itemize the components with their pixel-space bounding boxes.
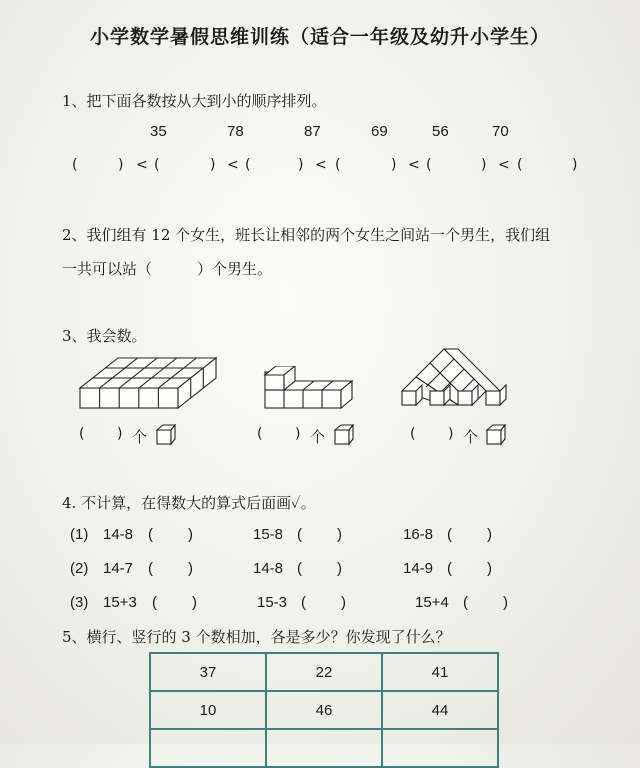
q1-paren-close: ) xyxy=(391,157,397,173)
q4-paren-close: ) xyxy=(192,594,197,611)
q1-paren-close: ) xyxy=(481,157,487,173)
q1-paren-close: ) xyxy=(298,157,304,173)
q4-paren-close: ) xyxy=(487,560,492,577)
q1-less-than: < xyxy=(408,157,420,173)
q4-row-label: (3) xyxy=(70,594,89,611)
q4-paren-close: ) xyxy=(337,526,342,543)
question-2-line-2: 一共可以站（ ）个男生。 xyxy=(62,260,273,278)
q4-expression: 15+3 xyxy=(103,594,137,611)
q1-paren-open: ( xyxy=(426,157,432,173)
table-row xyxy=(150,729,498,767)
table-row xyxy=(150,691,498,729)
q3-paren-open: ( xyxy=(410,426,416,442)
grid-cell: 22 xyxy=(266,653,382,691)
q3-paren-close: ) xyxy=(295,426,301,442)
grid-cell xyxy=(266,729,382,767)
q4-expression: 14-7 xyxy=(103,560,134,577)
q4-expression: 16-8 xyxy=(403,526,434,543)
unit-cube-icon xyxy=(333,424,355,446)
q4-row-label: (1) xyxy=(70,526,89,543)
q4-paren-open: ( xyxy=(447,526,452,543)
q4-expression: 15+4 xyxy=(415,594,449,611)
q1-number: 70 xyxy=(492,123,509,140)
q1-paren-open: ( xyxy=(72,157,78,173)
grid-cell xyxy=(382,729,498,767)
q1-paren-close: ) xyxy=(118,157,124,173)
q1-number: 35 xyxy=(150,123,167,140)
page-title: 小学数学暑假思维训练（适合一年级及幼升小学生） xyxy=(89,26,550,48)
grid-cell: 41 xyxy=(382,653,498,691)
q1-number: 69 xyxy=(371,123,388,140)
q4-paren-open: ( xyxy=(447,560,452,577)
q3-unit: 个 xyxy=(463,428,479,446)
q1-number: 87 xyxy=(304,123,321,140)
q4-paren-close: ) xyxy=(188,526,193,543)
grid-cell: 44 xyxy=(382,691,498,729)
q4-paren-close: ) xyxy=(487,526,492,543)
q3-unit: 个 xyxy=(132,428,148,446)
question-2-line-1: 2、我们组有 12 个女生，班长让相邻的两个女生之间站一个男生，我们组 xyxy=(62,226,551,244)
unit-cube-icon xyxy=(485,424,507,446)
q4-expression: 15-3 xyxy=(257,594,288,611)
q1-less-than: < xyxy=(315,157,327,173)
table-row xyxy=(150,653,498,691)
cube-slab-figure xyxy=(76,354,222,412)
q4-expression: 15-8 xyxy=(253,526,284,543)
q4-paren-open: ( xyxy=(148,526,153,543)
q1-paren-open: ( xyxy=(154,157,160,173)
grid-cell: 10 xyxy=(150,691,266,729)
q4-paren-open: ( xyxy=(463,594,468,611)
q4-expression: 14-8 xyxy=(103,526,134,543)
question-4-prompt: 4. 不计算，在得数大的算式后面画✓。 xyxy=(62,494,316,512)
q4-paren-close: ) xyxy=(341,594,346,611)
cube-pyramid-figure xyxy=(396,346,508,412)
q4-paren-open: ( xyxy=(301,594,306,611)
q1-paren-open: ( xyxy=(335,157,341,173)
q1-number: 78 xyxy=(227,123,244,140)
q3-unit: 个 xyxy=(310,428,326,446)
q4-paren-open: ( xyxy=(297,526,302,543)
q4-expression: 14-8 xyxy=(253,560,284,577)
grid-cell xyxy=(150,729,266,767)
q1-less-than: < xyxy=(498,157,510,173)
q1-paren-open: ( xyxy=(245,157,251,173)
q3-paren-close: ) xyxy=(448,426,454,442)
q3-paren-open: ( xyxy=(79,426,85,442)
q4-expression: 14-9 xyxy=(403,560,434,577)
q4-paren-open: ( xyxy=(148,560,153,577)
q1-paren-open: ( xyxy=(517,157,523,173)
q3-paren-close: ) xyxy=(117,426,123,442)
q4-paren-open: ( xyxy=(152,594,157,611)
q1-less-than: < xyxy=(136,157,148,173)
q4-paren-close: ) xyxy=(337,560,342,577)
q3-paren-open: ( xyxy=(257,426,263,442)
q1-paren-close: ) xyxy=(210,157,216,173)
grid-cell: 37 xyxy=(150,653,266,691)
q4-paren-open: ( xyxy=(297,560,302,577)
cube-l-shape-figure xyxy=(262,366,356,412)
q1-paren-close: ) xyxy=(572,157,578,173)
question-1-prompt: 1、把下面各数按从大到小的顺序排列。 xyxy=(62,92,327,110)
q4-row-label: (2) xyxy=(70,560,89,577)
unit-cube-icon xyxy=(155,424,177,446)
question-5-prompt: 5、横行、竖行的 3 个数相加，各是多少？你发现了什么？ xyxy=(62,628,451,646)
question-3-prompt: 3、我会数。 xyxy=(62,327,147,345)
q4-paren-close: ) xyxy=(503,594,508,611)
grid-cell: 46 xyxy=(266,691,382,729)
number-grid xyxy=(149,652,499,768)
q1-less-than: < xyxy=(227,157,239,173)
q1-number: 56 xyxy=(432,123,449,140)
q4-paren-close: ) xyxy=(188,560,193,577)
